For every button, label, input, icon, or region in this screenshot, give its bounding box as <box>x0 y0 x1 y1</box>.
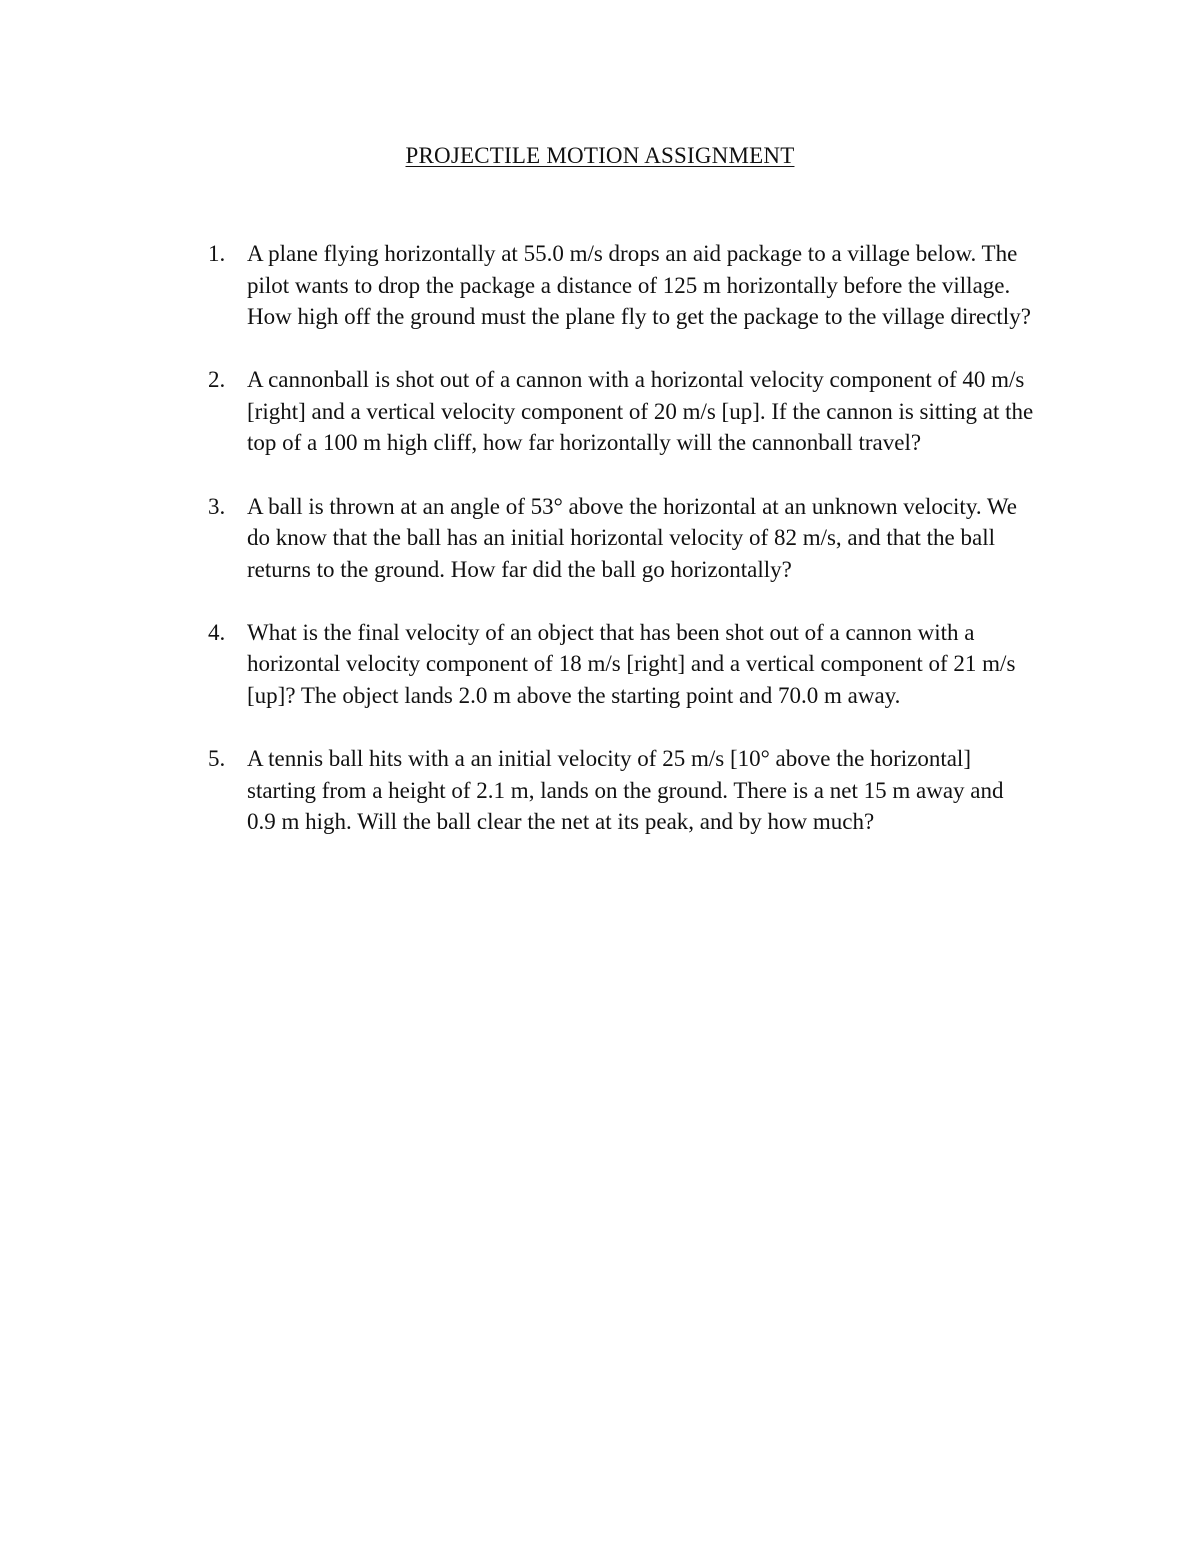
question-number: 2. <box>208 367 226 393</box>
question-item <box>205 491 1035 586</box>
question-text: A tennis ball hits with a an initial velocity of 25 m/s [10° above the horizontal] starting from a height of 2.1 m, lands on the ground. There is a net 15 m away and 0.9 m high. Will the ball clear the net at its peak, and by how much? <box>247 746 1004 835</box>
question-text: A plane flying horizontally at 55.0 m/s drops an aid package to a village below. The pilot wants to drop the package a distance of 125 m horizontally before the village. How high off the ground must the plane fly to get the package to the village directly? <box>247 241 1031 330</box>
question-item <box>205 617 1035 712</box>
question-text: What is the final velocity of an object that has been shot out of a cannon with a horizontal velocity component of 18 m/s [right] and a vertical component of 21 m/s [up]? The object lands 2.0 m above the starting point and 70.0 m away. <box>247 619 1016 709</box>
question-item <box>205 238 1035 333</box>
document-title-text: PROJECTILE MOTION ASSIGNMENT <box>405 143 795 168</box>
question-number: 3. <box>208 493 226 519</box>
question-item <box>205 364 1035 459</box>
document-title <box>0 143 1200 169</box>
question-text: A cannonball is shot out of a cannon with a horizontal velocity component of 40 m/s [right] and a vertical velocity component of 20 m/s [up]. If the cannon is sitting at the top of a 100 m high cliff, how far horizontally will the cannonball travel? <box>247 367 1034 456</box>
question-number: 4. <box>208 619 226 645</box>
question-text: A ball is thrown at an angle of 53° above the horizontal at an unknown velocity. We do know that the ball has an initial horizontal velocity of 82 m/s, and that the ball returns to the ground. How far did the ball go horizontally? <box>247 493 1017 582</box>
question-number: 1. <box>208 241 226 266</box>
question-item <box>205 743 1035 838</box>
question-number: 5. <box>208 746 226 772</box>
question-list <box>205 238 1035 869</box>
